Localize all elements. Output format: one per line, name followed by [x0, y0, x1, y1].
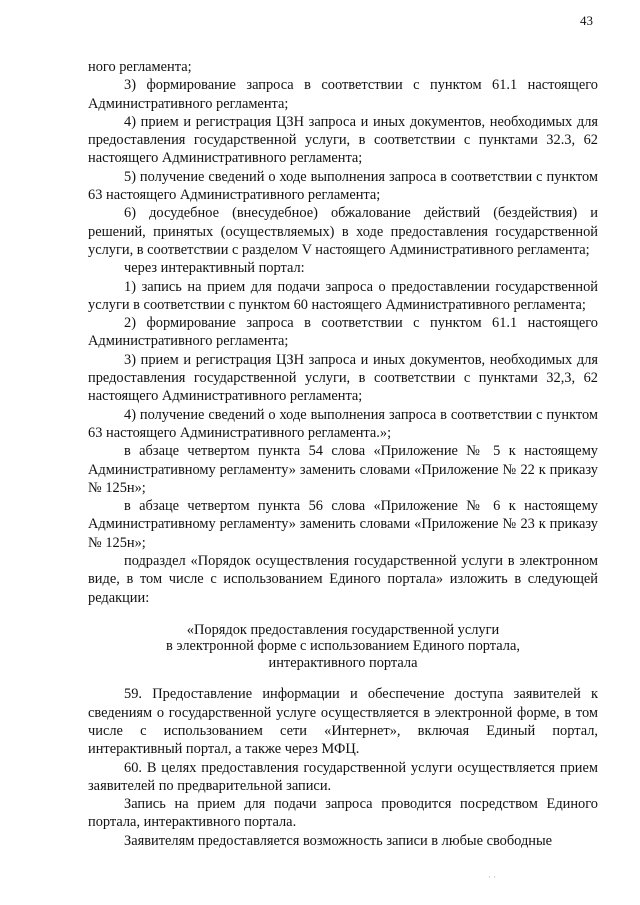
document-body [88, 58, 598, 850]
paragraph: через интерактивный портал: [124, 260, 305, 277]
paragraph: ного регламента; [88, 59, 192, 75]
paragraph: 4) получение сведений о ходе выполнения запроса в соответствии с пунктом 63 настоящего Административного регламента.»; [88, 406, 598, 441]
paragraph: Запись на прием для подачи запроса проводится посредством Единого портала, интерактивного портала. [88, 796, 598, 831]
scan-speck: · · [488, 872, 497, 882]
page-number: 43 [580, 13, 593, 28]
section-title-line: в электронной форме с использованием Единого портала, [166, 638, 520, 655]
paragraph: 3) формирование запроса в соответствии с пунктом 61.1 настоящего Административного регламента; [88, 77, 598, 112]
paragraph: 4) прием и регистрация ЦЗН запроса и иных документов, необходимых для предоставления государственной услуги, в соответствии с пунктами 32.3, 62 настоящего Административного регламента; [88, 113, 598, 167]
paragraph: в абзаце четвертом пункта 54 слова «Приложение № 5 к настоящему Административному регламенту» заменить словами «Приложение № 22 к приказу № 125н»; [88, 443, 598, 496]
paragraph: 3) прием и регистрация ЦЗН запроса и иных документов, необходимых для предоставления государственной услуги, в соответствии с пунктами 32,3, 62 настоящего Административного регламента; [88, 351, 598, 405]
paragraph: в абзаце четвертом пункта 56 слова «Приложение № 6 к настоящему Административному регламенту» заменить словами «Приложение № 23 к приказу № 125н»; [88, 498, 598, 551]
paragraph: подраздел «Порядок осуществления государственной услуги в электронном виде, в том числе с использованием Единого портала» изложить в следующей редакции: [88, 553, 598, 606]
paragraph: 2) формирование запроса в соответствии с пунктом 61.1 настоящего Административного регламента; [88, 315, 598, 350]
section-title-line: интерактивного портала [268, 654, 418, 671]
section-title [88, 622, 598, 672]
paragraph: 60. В целях предоставления государственной услуги осуществляется прием заявителей по предварительной записи. [88, 759, 598, 794]
section-title-line: «Порядок предоставления государственной услуги [186, 621, 500, 638]
paragraph: 1) запись на прием для подачи запроса о предоставлении государственной услуги в соответствии с пунктом 60 настоящего Административного регламента; [88, 278, 598, 313]
paragraph: 5) получение сведений о ходе выполнения запроса в соответствии с пунктом 63 настоящего Административного регламента; [88, 168, 598, 204]
paragraph: Заявителям предоставляется возможность записи в любые свободные [124, 832, 553, 849]
paragraph: 59. Предоставление информации и обеспечение доступа заявителей к сведениям о государственной услуге осуществляется в электронной форме, в том числе с использованием сети «Интернет», включая Единый портал, интерактивный портал, а также через МФЦ. [88, 686, 598, 758]
paragraph: 6) досудебное (внесудебное) обжалование действий (бездействия) и решений, принятых (осуществляемых) в ходе предоставления государственной услуги, в соответствии с разделом V настоящего Административного регламента; [88, 205, 598, 258]
